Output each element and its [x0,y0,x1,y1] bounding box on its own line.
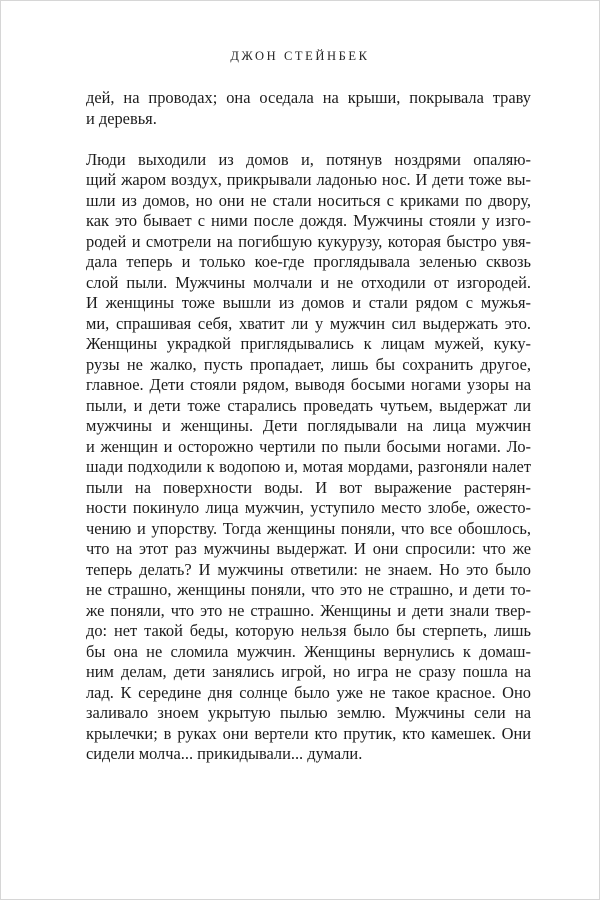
text-line: пыли на поверхности воды. И вот выражение растерян- [86,477,531,497]
text-line: заливало зноем укрытую пылью землю. Мужчины сели на [86,703,531,722]
paragraph [86,150,531,765]
text-line: дала теперь и только кое-где проглядывала зеленью сквозь [86,252,531,271]
text-line: лад. К середине дня солнце было уже не такое красное. Оно [86,682,531,702]
text-line: пыли, и дети тоже старались проведать чутьем, выдержат ли [86,395,531,415]
running-header: ДЖОН СТЕЙНБЕК [230,49,370,63]
text-line: ности покинуло лица мужчин, уступило место злобе, ожесто- [86,498,531,517]
text-line: бы она не сломила мужчин. Женщины вернулись к домаш- [86,641,531,661]
paragraph [86,88,531,129]
text-line: дей, на проводах; она оседала на крыши, покрывала траву [86,88,531,107]
text-line: теперь делать? И мужчины ответили: не знаем. Но это было [86,559,531,579]
text-line: главное. Дети стояли рядом, выводя босыми ногами узоры на [86,375,531,394]
text-line: родей и смотрели на погибшую кукурузу, которая быстро увя- [86,231,531,251]
text-line: рузы не жалко, пусть пропадает, лишь бы сохранить другое, [86,354,531,374]
text-line: до: нет такой беды, которую нельзя было бы стерпеть, лишь [86,621,531,640]
text-line: и женщин и осторожно чертили по пыли босыми ногами. Ло- [86,436,531,456]
text-line: ми, спрашивая себя, хватит ли у мужчин сил выдержать это. [86,313,531,333]
text-line: как это бывает с ними после дождя. Мужчины стояли у изго- [86,211,531,230]
text-line: чению и упорству. Тогда женщины поняли, что все обошлось, [86,518,531,538]
text-line: Женщины украдкой приглядывались к лицам мужей, куку- [86,334,531,353]
text-line: Люди выходили из домов и, потянув ноздрями опаляю- [86,149,531,169]
text-line: мужчины и женщины. Дети поглядывали на лица мужчин [86,416,531,435]
text-line: шли из домов, но они не стали носиться с криками по двору, [86,190,531,210]
text-line: и деревья. [86,108,157,128]
text-line: не страшно, женщины поняли, что это не страшно, и дети то- [86,580,531,599]
text-line: щий жаром воздух, прикрывали ладонью нос. И дети тоже вы- [86,170,531,189]
text-line: что на этот раз мужчины выдержат. И они спросили: что же [86,539,531,558]
text-line: же поняли, что это не страшно. Женщины и дети знали твер- [86,600,531,620]
text-line: крылечки; в руках они вертели кто прутик, кто камешек. Они [86,723,531,743]
text-block [86,88,531,765]
text-line: слой пыли. Мужчины молчали и не отходили от изгородей. [86,272,531,292]
text-line: сидели молча... прикидывали... думали. [86,744,363,763]
text-line: ним делам, дети занялись игрой, но игра не сразу пошла на [86,662,531,681]
text-line: И женщины тоже вышли из домов и стали рядом с мужья- [86,293,531,312]
text-line: шади подходили к водопою и, мотая мордами, разгоняли налет [86,457,531,476]
